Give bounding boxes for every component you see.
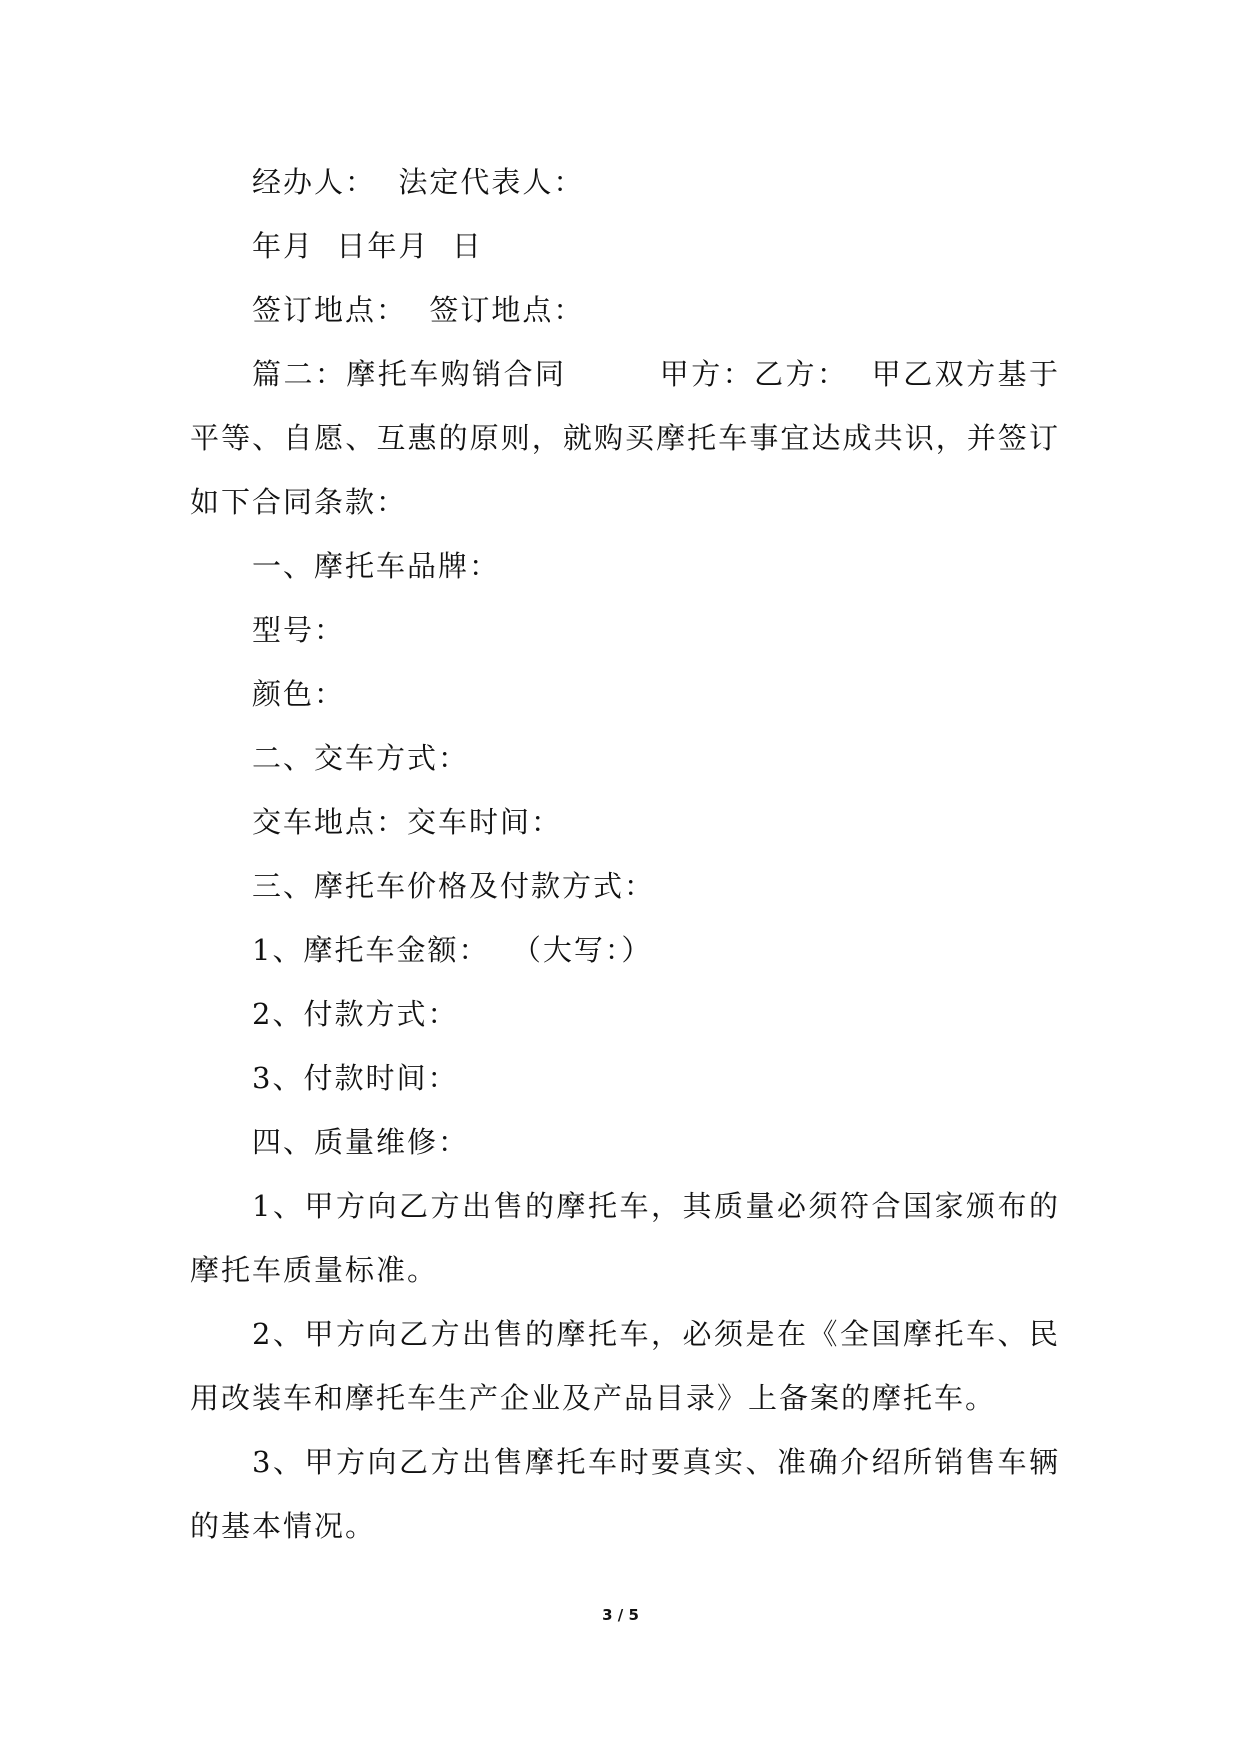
page-number: 3 / 5 bbox=[602, 1606, 639, 1624]
section-brand-heading: 一、摩托车品牌： bbox=[252, 549, 501, 583]
quality-clause-3: 3、甲方向乙方出售摩托车时要真实、准确介绍所销售车辆的基本情况。 bbox=[190, 1445, 1060, 1543]
delivery-place-time-line: 交车地点：交车时间： bbox=[252, 805, 563, 839]
document-body bbox=[190, 150, 1060, 1558]
color-field: 颜色： bbox=[252, 677, 346, 711]
model-field: 型号： bbox=[252, 613, 346, 647]
section-quality-heading: 四、质量维修： bbox=[252, 1125, 470, 1159]
section-price-heading: 三、摩托车价格及付款方式： bbox=[252, 869, 656, 903]
quality-clause-2: 2、甲方向乙方出售的摩托车，必须是在《全国摩托车、民用改装车和摩托车生产企业及产品目录》上备案的摩托车。 bbox=[190, 1317, 1060, 1415]
date-line: 年月 日年月 日 bbox=[252, 229, 483, 263]
price-amount-item: 1、摩托车金额： （大写：） bbox=[252, 933, 653, 967]
payment-time-item: 3、付款时间： bbox=[252, 1061, 459, 1095]
payment-method-item: 2、付款方式： bbox=[252, 997, 459, 1031]
signatories-line: 经办人： 法定代表人： bbox=[252, 165, 585, 199]
signing-place-line: 签订地点： 签订地点： bbox=[252, 293, 585, 327]
contract-intro-paragraph: 篇二：摩托车购销合同 甲方：乙方： 甲乙双方基于平等、自愿、互惠的原则，就购买摩托车事宜达成共识，并签订如下合同条款： bbox=[190, 357, 1060, 519]
section-delivery-heading: 二、交车方式： bbox=[252, 741, 470, 775]
quality-clause-1: 1、甲方向乙方出售的摩托车，其质量必须符合国家颁布的摩托车质量标准。 bbox=[190, 1189, 1060, 1287]
